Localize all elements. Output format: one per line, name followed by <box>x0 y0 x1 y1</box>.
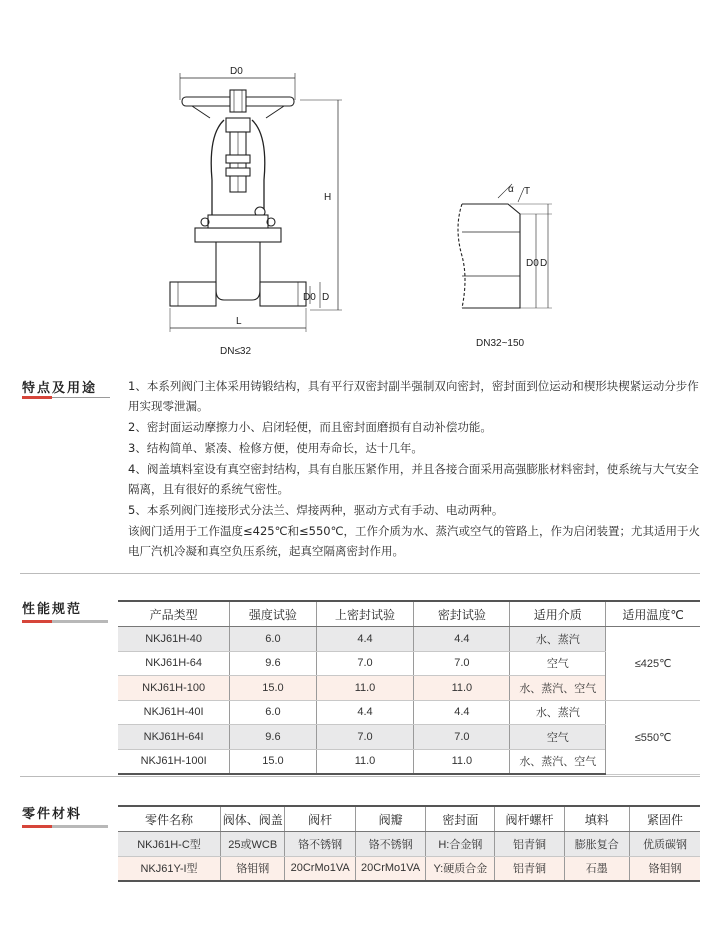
performance-title: 性能规范 <box>22 602 83 617</box>
cell: 6.0 <box>230 700 316 725</box>
cell: 9.6 <box>230 651 316 676</box>
cell: 铝青铜 <box>495 832 564 857</box>
cell: 4.4 <box>316 700 414 725</box>
temp-cell: ≤550℃ <box>606 700 700 774</box>
features-title: 特点及用途 <box>22 381 98 396</box>
cell: 膨胀复合 <box>564 832 629 857</box>
cell: 铬钼钢 <box>221 856 285 881</box>
cell: 11.0 <box>316 749 414 774</box>
cell: H:合金钢 <box>426 832 495 857</box>
table-row <box>118 700 700 725</box>
cell: 7.0 <box>316 651 414 676</box>
materials-accent-gray <box>52 825 108 828</box>
cell: 20CrMo1VA <box>285 856 355 881</box>
table-header-row <box>118 806 700 832</box>
col-header: 密封面 <box>426 806 495 832</box>
section-divider <box>20 776 700 777</box>
valve-drawing <box>150 60 360 360</box>
cell: 4.4 <box>414 627 510 652</box>
caption-dn32-150: DN32~150 <box>476 338 525 349</box>
feature-item: 该阀门适用于工作温度≤425℃和≤550℃，工作介质为水、蒸汽或空气的管路上，作为启闭装置；尤其适用于火电厂汽机冷凝和真空负压系统，起真空隔离密封作用。 <box>128 524 700 558</box>
cell: NKJ61H-100 <box>118 676 230 701</box>
cell: 铬不锈钢 <box>285 832 355 857</box>
cell: 11.0 <box>414 749 510 774</box>
col-header: 适用温度℃ <box>606 601 700 627</box>
feature-item: 1、本系列阀门主体采用铸锻结构，具有平行双密封副半强制双向密封，密封面到位运动和楔形块楔紧运动分步作用实现零泄漏。 <box>128 379 699 413</box>
cell: 水、蒸汽 <box>510 627 606 652</box>
feature-item: 2、密封面运动摩擦力小、启闭轻便，而且密封面磨损有自动补偿功能。 <box>128 420 492 434</box>
dim-alpha: α <box>508 184 514 195</box>
cell: 空气 <box>510 651 606 676</box>
cell: 25或WCB <box>221 832 285 857</box>
dim-t: T <box>524 186 531 197</box>
materials-accent <box>22 825 52 828</box>
cell: 铬钼钢 <box>629 856 700 881</box>
col-header: 产品类型 <box>118 601 230 627</box>
table-header-row <box>118 601 700 627</box>
cell: 7.0 <box>414 651 510 676</box>
dim-d: D <box>540 258 548 269</box>
col-header: 密封试验 <box>414 601 510 627</box>
materials-title: 零件材料 <box>22 807 83 822</box>
dim-d0: D0 <box>526 258 539 269</box>
cell: 15.0 <box>230 749 316 774</box>
cell: 4.4 <box>414 700 510 725</box>
cell: Y:硬质合金 <box>426 856 495 881</box>
col-header: 强度试验 <box>230 601 316 627</box>
col-header: 阀杆 <box>285 806 355 832</box>
table-row <box>118 627 700 652</box>
cell: 水、蒸汽、空气 <box>510 749 606 774</box>
table-row <box>118 856 700 881</box>
cell: 11.0 <box>414 676 510 701</box>
cell: NKJ61Y-I型 <box>118 856 221 881</box>
col-header: 填料 <box>564 806 629 832</box>
table-row <box>118 832 700 857</box>
col-header: 紧固件 <box>629 806 700 832</box>
cell: 11.0 <box>316 676 414 701</box>
cell: 石墨 <box>564 856 629 881</box>
col-header: 零件名称 <box>118 806 221 832</box>
features-text <box>128 376 708 562</box>
cell: 水、蒸汽 <box>510 700 606 725</box>
col-header: 上密封试验 <box>316 601 414 627</box>
cell: 15.0 <box>230 676 316 701</box>
dim-h: H <box>324 192 332 203</box>
dim-d0-top: D0 <box>230 66 243 77</box>
performance-table <box>118 600 700 775</box>
cell: 4.4 <box>316 627 414 652</box>
dim-d-port: D <box>322 292 330 303</box>
cell: 优质碳钢 <box>629 832 700 857</box>
feature-item: 4、阀盖填料室设有真空密封结构，具有自胀压紧作用，并且各接合面采用高强膨胀材料密封，使系统与大气安全隔离，且有很好的系统气密性。 <box>128 462 699 496</box>
performance-accent-gray <box>52 620 108 623</box>
cell: NKJ61H-100I <box>118 749 230 774</box>
feature-item: 3、结构简单、紧凑、检修方便，使用寿命长，达十几年。 <box>128 441 423 455</box>
cell: 空气 <box>510 725 606 750</box>
cell: NKJ61H-40 <box>118 627 230 652</box>
cell: 7.0 <box>414 725 510 750</box>
dim-l: L <box>236 316 242 327</box>
col-header: 阀杆螺杆 <box>495 806 564 832</box>
col-header: 阀瓣 <box>355 806 425 832</box>
col-header: 阀体、阀盖 <box>221 806 285 832</box>
cell: 9.6 <box>230 725 316 750</box>
cell: 7.0 <box>316 725 414 750</box>
col-header: 适用介质 <box>510 601 606 627</box>
weld-end-section-drawing <box>440 178 570 353</box>
temp-cell: ≤425℃ <box>606 627 700 701</box>
caption-dn-le-32: DN≤32 <box>220 346 252 357</box>
performance-accent <box>22 620 52 623</box>
cell: 20CrMo1VA <box>355 856 425 881</box>
cell: 6.0 <box>230 627 316 652</box>
cell: NKJ61H-64I <box>118 725 230 750</box>
features-accent <box>22 396 52 399</box>
cell: NKJ61H-C型 <box>118 832 221 857</box>
materials-table <box>118 805 700 882</box>
cell: NKJ61H-40I <box>118 700 230 725</box>
cell: 铬不锈钢 <box>355 832 425 857</box>
cell: 水、蒸汽、空气 <box>510 676 606 701</box>
dim-d0-port: D0 <box>303 292 316 303</box>
feature-item: 5、本系列阀门连接形式分法兰、焊接两种，驱动方式有手动、电动两种。 <box>128 503 504 517</box>
cell: NKJ61H-64 <box>118 651 230 676</box>
section-divider <box>20 573 700 574</box>
cell: 铝青铜 <box>495 856 564 881</box>
